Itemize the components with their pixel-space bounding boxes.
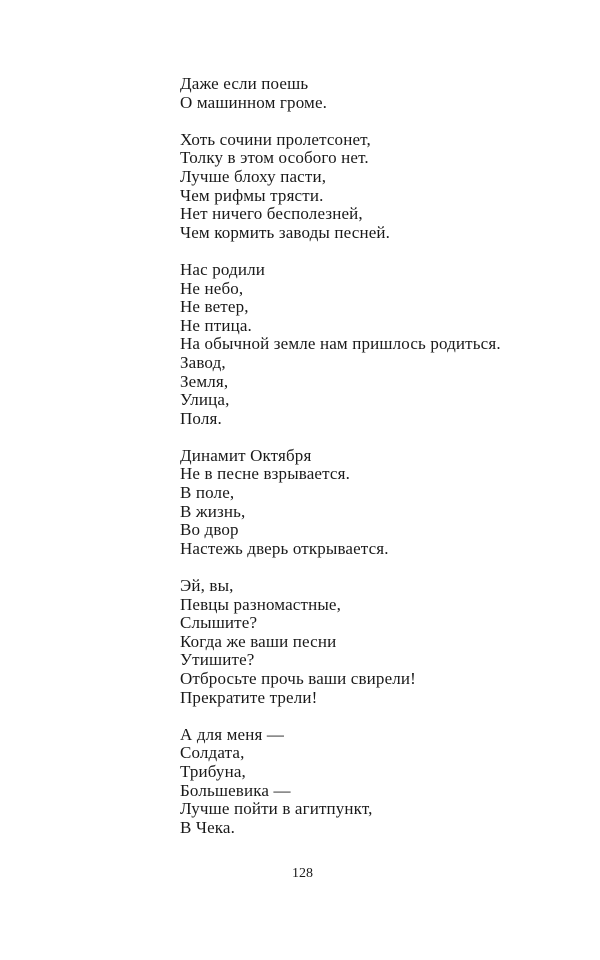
- poem-line: Солдата,: [180, 743, 245, 763]
- poem-line: Хоть сочини пролетсонет,: [180, 129, 371, 149]
- poem-line: Слышите?: [180, 613, 258, 633]
- poem-line: О машинном громе.: [180, 92, 328, 112]
- poem-line: В жизнь,: [180, 501, 246, 521]
- poem-line: Завод,: [180, 352, 226, 372]
- poem-line: В поле,: [180, 483, 235, 503]
- stanza-4: [180, 447, 580, 559]
- stanza-3: [180, 261, 580, 428]
- poem-line: Во двор: [180, 520, 239, 540]
- stanza-5: [180, 577, 580, 707]
- poem-line: Динамит Октября: [180, 445, 312, 465]
- poem-line: Не птица.: [180, 315, 252, 335]
- poem-line: Трибуна,: [180, 761, 246, 781]
- poem-line: Даже если поешь: [180, 74, 309, 93]
- poem-line: Не в песне взрывается.: [180, 464, 350, 484]
- stanza-2: [180, 131, 580, 243]
- poem-line: Нет ничего бесполезней,: [180, 204, 363, 224]
- poem-line: Прекратите трели!: [180, 687, 318, 707]
- poem-line: Не ветер,: [180, 297, 249, 317]
- poem-line: Нас родили: [180, 259, 265, 279]
- poem-line: Настежь дверь открывается.: [180, 538, 389, 558]
- poem-line: Лучше блоху пасти,: [180, 166, 327, 186]
- page-number: 128: [292, 866, 313, 881]
- poem-line: В Чека.: [180, 817, 236, 837]
- poem-line: Эй, вы,: [180, 576, 234, 596]
- stanza-6: [180, 726, 580, 838]
- poem-line: Поля.: [180, 408, 222, 428]
- poem-line: Чем кормить заводы песней.: [180, 222, 391, 242]
- poem-line: Не небо,: [180, 278, 244, 298]
- poem-text: [180, 75, 580, 856]
- stanza-1: [180, 75, 580, 112]
- poem-line: Утишите?: [180, 650, 255, 670]
- poem-line: Большевика —: [180, 780, 291, 800]
- poem-line: На обычной земле нам пришлось родиться.: [180, 334, 501, 354]
- poem-line: А для меня —: [180, 724, 284, 744]
- poem-line: Лучше пойти в агитпункт,: [180, 799, 373, 819]
- poem-line: Улица,: [180, 390, 230, 410]
- poem-line: Земля,: [180, 371, 229, 391]
- poem-line: Певцы разномастные,: [180, 594, 341, 614]
- poem-line: Когда же ваши песни: [180, 631, 337, 651]
- poem-line: Чем рифмы трясти.: [180, 185, 324, 205]
- poem-line: Толку в этом особого нет.: [180, 148, 369, 168]
- poem-line: Отбросьте прочь ваши свирели!: [180, 669, 416, 688]
